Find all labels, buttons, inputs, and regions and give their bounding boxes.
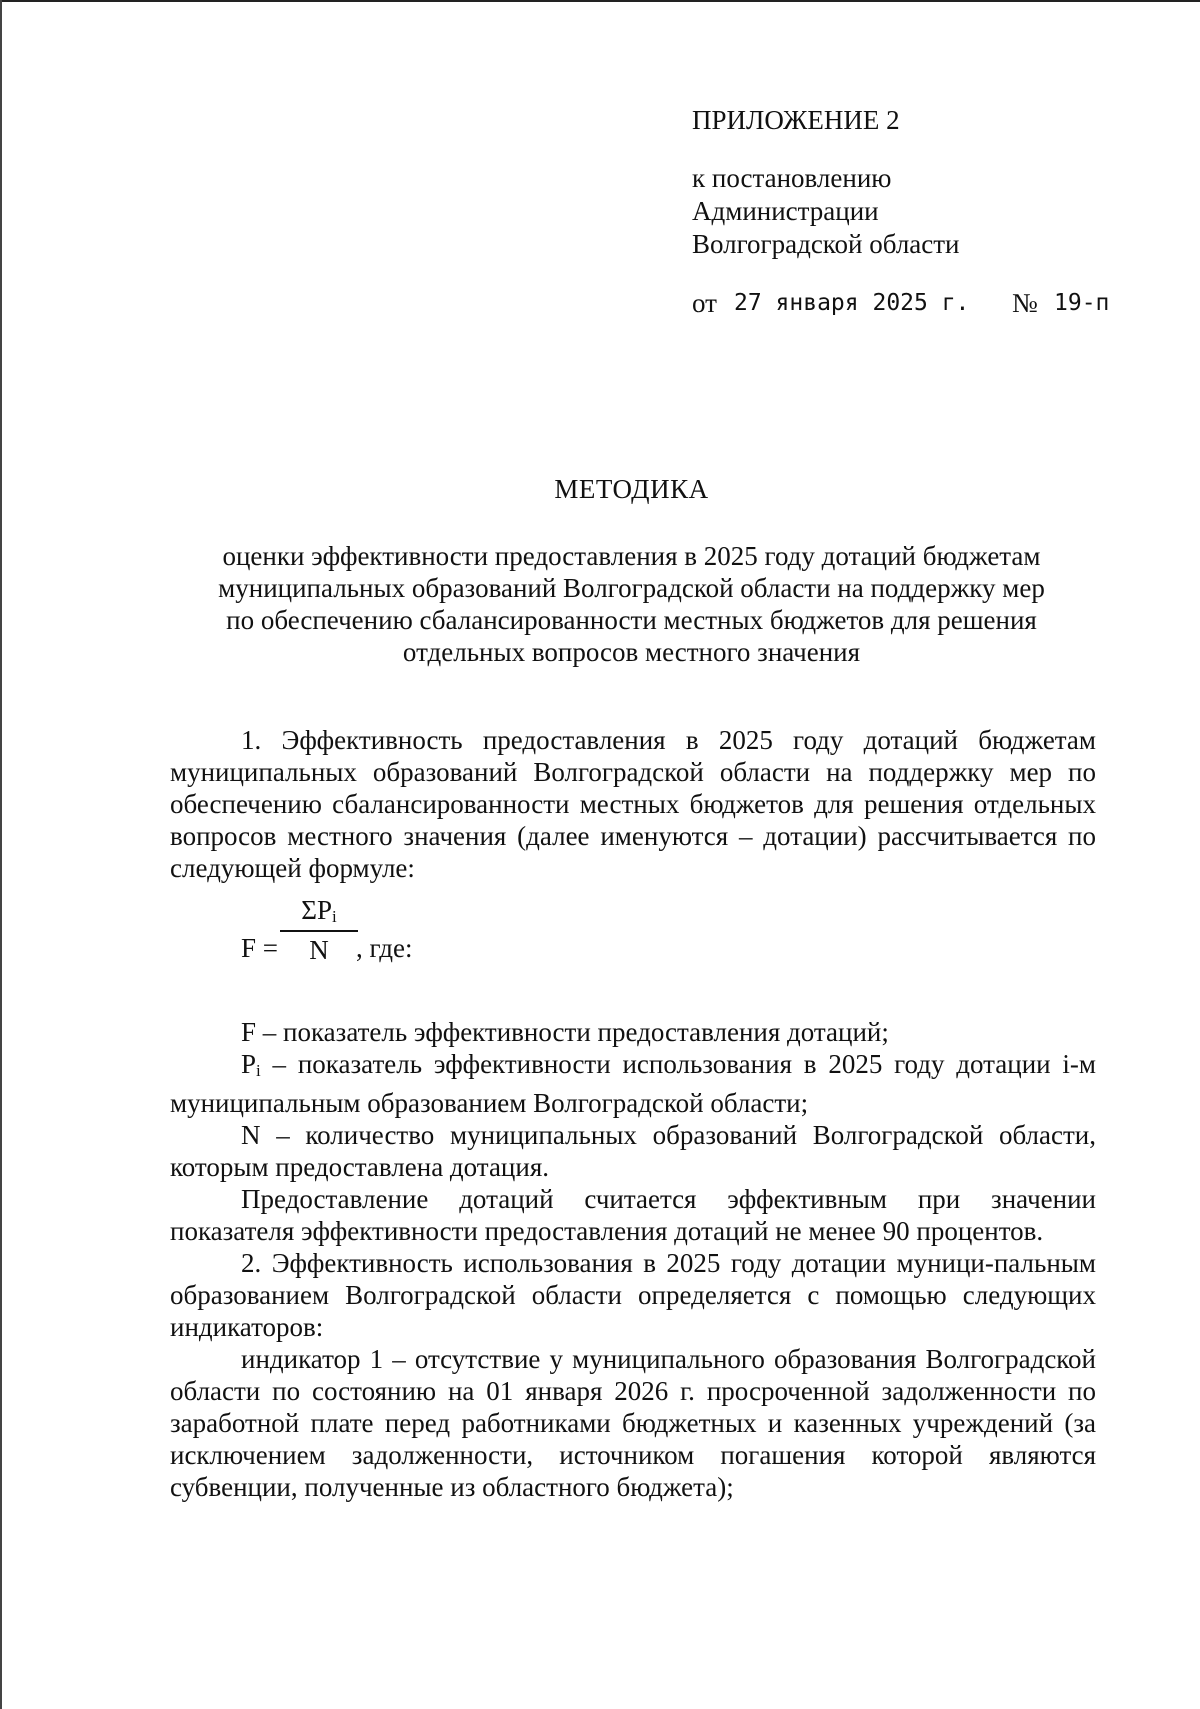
definition-p <box>170 1048 1096 1119</box>
appendix-date-row <box>692 287 1112 321</box>
appendix-ref-line-1: к постановлению <box>692 163 892 194</box>
appendix-ref-line-2: Администрации <box>692 196 879 227</box>
scan-edge-top <box>0 0 1200 2</box>
decree-date: 27 января 2025 г. <box>734 290 970 317</box>
definition-n: N – количество муниципальных образований Волгоградской области, которым предоставлена дотация. <box>170 1120 1096 1182</box>
subtitle-line-1: оценки эффективности предоставления в 2025 году дотаций бюджетам <box>222 541 1041 571</box>
indicator-1: индикатор 1 – отсутствие у муниципального образования Волгоградской области по состоянию на 01 января 2026 г. просроченной задолженности по заработной плате перед работниками бюджетных и казенных учреждений (за исключением задолженности, источником погашения которой являются субвенции, полученные из областного бюджета); <box>170 1344 1096 1502</box>
subtitle-line-2: муниципальных образований Волгоградской области на поддержку мер <box>218 573 1045 603</box>
document-body <box>170 724 1096 1503</box>
paragraph-effective: Предоставление дотаций считается эффективным при значении показателя эффективности предоставления дотаций не менее 90 процентов. <box>170 1184 1096 1246</box>
formula-suffix: , где: <box>356 933 413 963</box>
formula-numerator <box>280 894 358 928</box>
definition-p-text: – показатель эффективности использования в 2025 году дотации i-м муниципальным образованием Волгоградской области; <box>170 1049 1096 1118</box>
scan-edge-left <box>0 0 2 1709</box>
subtitle-line-3: по обеспечению сбалансированности местных бюджетов для решения <box>226 605 1037 635</box>
formula-numerator-symbol: ΣP <box>301 895 332 925</box>
document-subtitle <box>160 540 1103 668</box>
efficiency-formula <box>241 894 1096 1010</box>
formula-lhs: F = <box>241 933 278 963</box>
document-title: МЕТОДИКА <box>554 474 709 504</box>
definition-p-symbol: P <box>241 1049 257 1079</box>
appendix-header <box>692 104 1112 321</box>
formula-denominator: N <box>309 935 329 965</box>
formula-fraction-bar <box>280 930 358 932</box>
number-sign: № <box>1012 288 1038 319</box>
paragraph-1: 1. Эффективность предоставления в 2025 году дотаций бюджетам муниципальных образований Волгоградской области на поддержку мер по обеспечению сбалансированности местных бюджетов для решения отдельных вопросов местного значения (далее именуются – дотации) рассчитывается по следующей формуле: <box>170 725 1096 883</box>
decree-number: 19-п <box>1054 290 1110 317</box>
definition-f: F – показатель эффективности предоставления дотаций; <box>241 1017 889 1047</box>
formula-numerator-sub: i <box>332 907 337 926</box>
date-prefix: от <box>692 288 717 319</box>
paragraph-2: 2. Эффективность использования в 2025 году дотации муници-пальным образованием Волгоградской области определяется с помощью следующих индикаторов: <box>170 1248 1096 1342</box>
appendix-ref-line-3: Волгоградской области <box>692 229 960 260</box>
appendix-title: ПРИЛОЖЕНИЕ 2 <box>692 105 900 135</box>
formula-fraction <box>280 894 358 966</box>
subtitle-line-4: отдельных вопросов местного значения <box>402 637 861 667</box>
definition-p-sub: i <box>256 1061 261 1080</box>
